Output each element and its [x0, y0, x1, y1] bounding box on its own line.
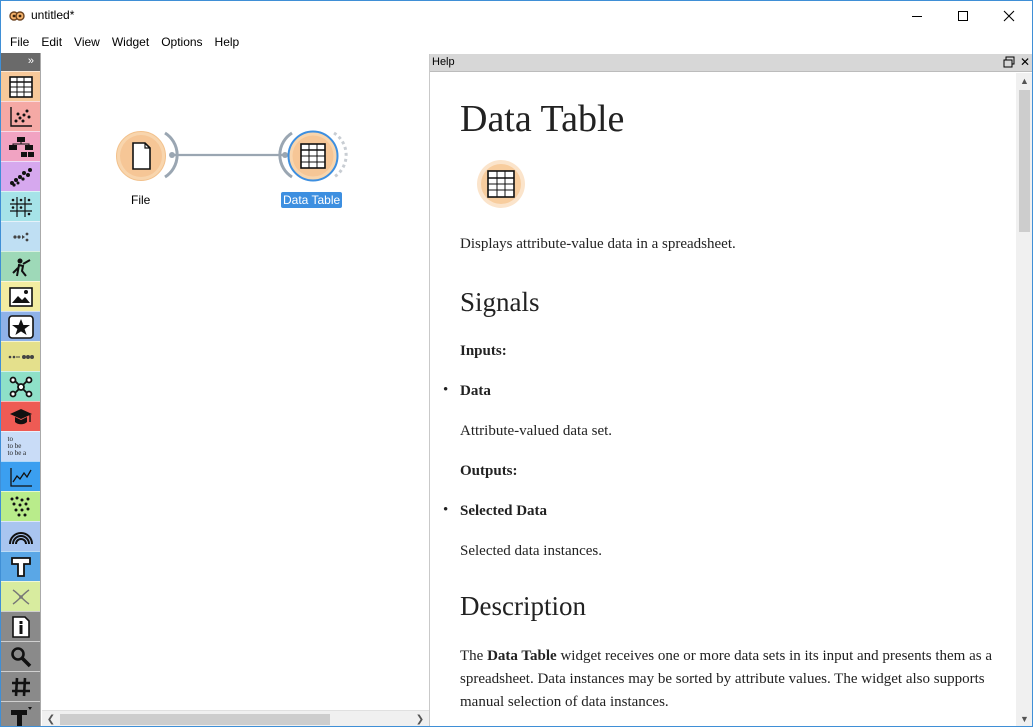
node-data-table-label: Data Table — [283, 193, 341, 207]
description-text-bold: Data Table — [487, 648, 557, 664]
help-vertical-scrollbar[interactable] — [1016, 73, 1033, 727]
data-table-tool-icon — [9, 76, 33, 98]
menu-view[interactable]: View — [74, 35, 100, 49]
tool-text-mining[interactable] — [1, 431, 40, 461]
transform-tool-icon — [9, 226, 33, 248]
file-node-icon — [115, 130, 167, 182]
scroll-up-icon[interactable]: ▲ — [1020, 76, 1029, 86]
cluster-tool-icon — [9, 166, 33, 188]
text-annotation-tool-icon — [9, 706, 33, 727]
text-tool-line: to be a — [7, 449, 27, 457]
tool-spectroscopy[interactable] — [1, 521, 40, 551]
tool-text-annotation[interactable] — [1, 701, 40, 727]
workflow-canvas[interactable] — [42, 53, 429, 727]
canvas-horizontal-scrollbar[interactable] — [42, 710, 429, 727]
window-title: untitled* — [31, 8, 75, 22]
minimize-button[interactable] — [894, 1, 940, 31]
workflow-links — [42, 53, 429, 253]
doc-title: Data Table — [460, 98, 625, 140]
node-data-table[interactable] — [287, 130, 339, 182]
title-bar — [1, 1, 1032, 31]
input-bullet-icon: • — [443, 382, 449, 398]
maximize-icon — [957, 10, 969, 22]
tool-data[interactable] — [1, 71, 40, 101]
tool-info[interactable] — [1, 611, 40, 641]
sequence-tool-icon — [8, 352, 34, 362]
description-heading: Description — [460, 591, 586, 621]
close-icon — [1003, 10, 1015, 22]
help-dock-header — [430, 54, 1033, 72]
close-button[interactable] — [986, 1, 1032, 31]
tool-network[interactable] — [1, 371, 40, 401]
tool-evaluate[interactable] — [1, 191, 40, 221]
description-text-pre: The — [460, 648, 488, 664]
outputs-label: Outputs: — [460, 463, 518, 479]
single-cell-tool-icon — [9, 496, 33, 518]
text-tool-icon — [5, 436, 37, 457]
tool-sequence[interactable] — [1, 341, 40, 371]
scatter-plot-tool-icon — [9, 106, 33, 128]
network-tool-icon — [9, 376, 33, 398]
orange-logo-icon — [9, 9, 25, 23]
geo-tool-icon — [9, 555, 33, 579]
spectroscopy-tool-icon — [8, 529, 34, 545]
menu-options[interactable]: Options — [161, 35, 203, 49]
tool-transform[interactable] — [1, 221, 40, 251]
menu-bar — [1, 31, 1032, 53]
canvas-scroll-thumb[interactable] — [60, 714, 330, 725]
signals-heading: Signals — [460, 287, 540, 317]
tool-educational[interactable] — [1, 401, 40, 431]
doc-summary: Displays attribute-value data in a spreadsheet. — [460, 236, 736, 252]
maximize-button[interactable] — [940, 1, 986, 31]
node-file[interactable] — [115, 130, 167, 182]
help-dock — [429, 54, 1032, 727]
tool-model[interactable] — [1, 131, 40, 161]
description-paragraph — [460, 645, 1000, 714]
text-tool-line: to be — [7, 442, 22, 450]
help-dock-title: Help — [432, 56, 455, 68]
help-document — [430, 73, 1016, 727]
matrix-tool-icon — [9, 196, 33, 218]
input-desc: Attribute-valued data set. — [460, 423, 613, 439]
scroll-left-icon[interactable]: ❮ — [46, 714, 56, 725]
output-name: Selected Data — [460, 503, 548, 519]
tool-visualize[interactable] — [1, 101, 40, 131]
tool-geo[interactable] — [1, 551, 40, 581]
help-close-icon[interactable]: ✕ — [1019, 55, 1031, 69]
text-tool-line: to — [7, 435, 13, 443]
toolbox-collapse-button[interactable]: » — [1, 53, 40, 71]
tool-associate[interactable] — [1, 311, 40, 341]
description-text-post: widget receives one or more data sets in its input and presents them as a spreadsheet. Data instances may be sorted by attribute values. The widget also supports manual selection of data instances. — [460, 648, 992, 710]
inputs-label: Inputs: — [460, 343, 507, 359]
menu-edit[interactable]: Edit — [41, 35, 63, 49]
tool-image-analytics[interactable] — [1, 281, 40, 311]
info-tool-icon — [11, 616, 31, 638]
search-tool-icon — [10, 646, 32, 668]
input-name: Data — [460, 383, 491, 399]
timeseries-tool-icon — [9, 467, 33, 487]
scroll-right-icon[interactable]: ❯ — [415, 714, 425, 725]
data-table-doc-icon — [476, 159, 526, 209]
miner-tool-icon — [9, 256, 33, 278]
output-bullet-icon: • — [443, 502, 449, 518]
star-tool-icon — [8, 315, 34, 339]
link-start-anchor — [169, 152, 175, 158]
node-file-label: File — [131, 193, 151, 207]
help-scroll-thumb[interactable] — [1019, 90, 1030, 232]
scroll-down-icon[interactable]: ▼ — [1020, 714, 1029, 724]
menu-file[interactable]: File — [10, 35, 30, 49]
output-desc: Selected data instances. — [460, 543, 603, 559]
tool-search[interactable] — [1, 641, 40, 671]
tree-tool-icon — [8, 136, 34, 158]
widget-toolbox — [1, 53, 41, 727]
tool-unsupervised[interactable] — [1, 161, 40, 191]
bioinformatics-tool-icon — [9, 586, 33, 608]
hash-tool-icon — [10, 676, 32, 698]
menu-help[interactable]: Help — [214, 35, 240, 49]
tool-prototypes[interactable] — [1, 251, 40, 281]
education-tool-icon — [9, 407, 33, 427]
tool-hash[interactable] — [1, 671, 40, 701]
float-window-icon[interactable] — [1003, 56, 1015, 68]
image-tool-icon — [9, 287, 33, 307]
tool-bioinformatics[interactable] — [1, 581, 40, 611]
table-node-icon — [287, 130, 339, 182]
tool-single-cell[interactable] — [1, 491, 40, 521]
tool-timeseries[interactable] — [1, 461, 40, 491]
menu-widget[interactable]: Widget — [111, 35, 150, 49]
minimize-icon — [911, 10, 923, 22]
